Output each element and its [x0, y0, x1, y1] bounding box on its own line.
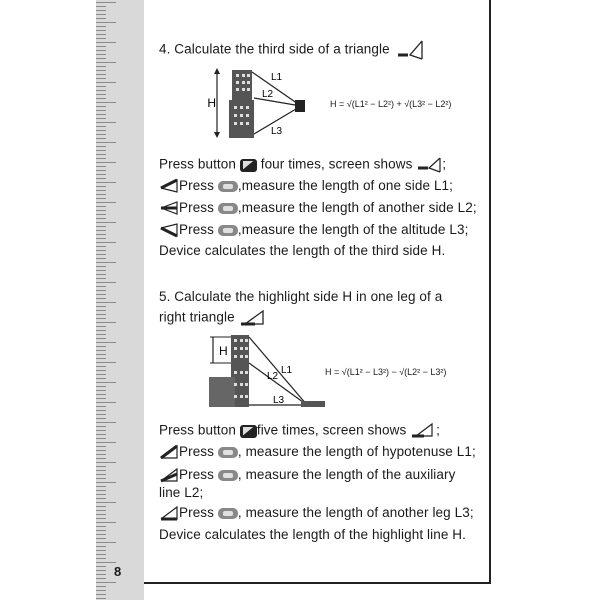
measuring-device	[301, 401, 325, 407]
ruler-tick	[96, 590, 106, 591]
ruler-tick	[96, 34, 106, 35]
ruler-tick	[96, 162, 116, 163]
s5-line5: Device calculates the length of the highlight line H.	[159, 527, 466, 542]
ruler	[96, 0, 144, 600]
ruler-tick	[96, 58, 106, 59]
ruler-tick	[96, 486, 106, 487]
ruler-tick	[96, 430, 106, 431]
ruler-tick	[96, 294, 106, 295]
s4-line3	[159, 200, 477, 216]
ruler-tick	[96, 598, 106, 599]
section4-heading-text: 4. Calculate the third side of a triangle	[159, 41, 390, 57]
s5-line2	[159, 444, 476, 460]
ruler-tick	[96, 198, 106, 199]
ruler-tick	[96, 286, 106, 287]
ruler-tick	[96, 558, 106, 559]
ruler-tick	[96, 582, 116, 583]
s5-line3-post: , measure the length of the auxiliary	[237, 467, 456, 482]
diagram4-l2-label: L2	[262, 89, 274, 100]
s4-line4	[159, 222, 468, 238]
ruler-tick	[96, 186, 106, 187]
ruler-tick	[96, 378, 106, 379]
ruler-tick	[96, 182, 116, 183]
ruler-tick	[96, 538, 106, 539]
ruler-tick	[96, 370, 106, 371]
ruler-tick	[96, 2, 116, 3]
ruler-tick	[96, 90, 106, 91]
ruler-tick	[96, 478, 106, 479]
ruler-tick	[96, 122, 116, 123]
ruler-tick	[96, 422, 116, 423]
s4-line2-pre: Press	[179, 178, 215, 193]
ruler-tick	[96, 518, 106, 519]
ruler-tick	[96, 142, 116, 143]
ruler-tick	[96, 346, 106, 347]
ruler-tick	[96, 498, 106, 499]
ruler-tick	[96, 94, 106, 95]
ruler-tick	[96, 6, 106, 7]
ruler-tick	[96, 14, 106, 15]
ruler-tick	[96, 434, 106, 435]
page-number: 8	[114, 564, 122, 579]
ruler-tick	[96, 382, 116, 383]
ruler-tick	[96, 446, 106, 447]
s4-line1-post: four times, screen shows	[260, 156, 413, 172]
ruler-tick	[96, 150, 106, 151]
ruler-tick	[96, 342, 116, 343]
s4-line3-post: ,measure the length of another side L2;	[237, 200, 477, 215]
measure-button-icon	[218, 181, 238, 192]
s4-line4-post: ,measure the length of the altitude L3;	[237, 222, 469, 237]
ruler-tick	[96, 298, 106, 299]
s5-line2-post: , measure the length of hypotenuse L1;	[237, 444, 476, 459]
s4-line1-pre: Press button	[159, 156, 236, 172]
ruler-tick	[96, 238, 106, 239]
ruler-tick	[96, 450, 106, 451]
ruler-tick	[96, 118, 106, 119]
ruler-tick	[96, 494, 106, 495]
diagram5-l3-label: L3	[273, 395, 285, 406]
ruler-tick	[96, 454, 106, 455]
section5-heading-line1: 5. Calculate the highlight side H in one leg of a	[159, 289, 443, 304]
ruler-tick	[96, 130, 106, 131]
building-lower	[229, 100, 254, 138]
ruler-tick	[96, 202, 116, 203]
right-triangle-mode-icon	[239, 308, 267, 328]
ruler-tick	[96, 106, 106, 107]
s5-line3-pre: Press	[179, 467, 215, 482]
ruler-tick	[96, 134, 106, 135]
ruler-tick	[96, 154, 106, 155]
ruler-tick	[96, 114, 106, 115]
s5-line1-pre: Press button	[159, 422, 236, 438]
measure-button-icon	[218, 508, 238, 519]
s4-line2	[159, 178, 453, 194]
ruler-tick	[96, 546, 106, 547]
ruler-tick	[96, 74, 106, 75]
ruler-tick	[96, 226, 106, 227]
ruler-tick	[96, 218, 106, 219]
ruler-tick	[96, 222, 116, 223]
section4-formula: H = √(L1² − L2²) + √(L3² − L2²)	[330, 99, 452, 109]
section5-heading-line2-text: right triangle	[159, 309, 235, 325]
ruler-tick	[96, 234, 106, 235]
ruler-tick	[96, 574, 106, 575]
s4-line1-end: ;	[442, 156, 447, 172]
ruler-tick	[96, 62, 116, 63]
ruler-tick	[96, 258, 106, 259]
ruler-tick	[96, 426, 106, 427]
diagram5-l1-label: L1	[281, 365, 293, 376]
ruler-tick	[96, 126, 106, 127]
ruler-tick	[96, 46, 106, 47]
ruler-tick	[96, 266, 106, 267]
ruler-tick	[96, 490, 106, 491]
ruler-tick	[96, 102, 116, 103]
section5-diagram	[205, 333, 330, 413]
ruler-tick	[96, 242, 116, 243]
s4-line2-post: ,measure the length of one side L1;	[237, 178, 454, 193]
ruler-tick	[96, 402, 116, 403]
ruler-tick	[96, 330, 106, 331]
ruler-tick	[96, 506, 106, 507]
ruler-tick	[96, 470, 106, 471]
ruler-tick	[96, 210, 106, 211]
ruler-tick	[96, 374, 106, 375]
ruler-tick	[96, 158, 106, 159]
ruler-tick	[96, 318, 106, 319]
ruler-tick	[96, 466, 106, 467]
ruler-tick	[96, 290, 106, 291]
s5-line1	[159, 422, 440, 440]
ruler-tick	[96, 502, 116, 503]
ruler-tick	[96, 586, 106, 587]
ruler-tick	[96, 166, 106, 167]
ruler-tick	[96, 42, 116, 43]
ruler-tick	[96, 310, 106, 311]
ruler-tick	[96, 66, 106, 67]
ruler-tick	[96, 78, 106, 79]
ruler-tick	[96, 70, 106, 71]
ruler-tick	[96, 86, 106, 87]
right-triangle-l2-icon	[159, 467, 179, 483]
ruler-tick	[96, 146, 106, 147]
ruler-tick	[96, 26, 106, 27]
ruler-tick	[96, 410, 106, 411]
triangle-mode-icon	[394, 39, 424, 61]
ruler-tick	[96, 282, 116, 283]
measure-button-icon	[218, 470, 238, 481]
ruler-tick	[96, 530, 106, 531]
s5-line1-end: ;	[436, 422, 441, 438]
s5-line4-post: , measure the length of another leg L3;	[237, 505, 474, 520]
triangle-side-l3-icon	[159, 222, 179, 238]
triangle-mode-icon	[416, 156, 442, 174]
ruler-tick	[96, 594, 106, 595]
ruler-tick	[96, 50, 106, 51]
ruler-tick	[96, 302, 116, 303]
ruler-tick	[96, 270, 106, 271]
diagram4-l3-label: L3	[271, 126, 283, 137]
section4-diagram	[205, 64, 315, 144]
s5-line4-pre: Press	[179, 505, 215, 520]
building-low	[209, 377, 235, 407]
s5-line2-pre: Press	[179, 444, 215, 459]
triangle-side-l1-icon	[159, 178, 179, 194]
ruler-tick	[96, 246, 106, 247]
diagram4-l1-label: L1	[271, 72, 283, 83]
ruler-tick	[96, 206, 106, 207]
ruler-tick	[96, 18, 106, 19]
ruler-tick	[96, 394, 106, 395]
ruler-tick	[96, 38, 106, 39]
measure-button-icon	[218, 225, 238, 236]
s5-line4	[159, 505, 474, 521]
ruler-tick	[96, 22, 116, 23]
ruler-tick	[96, 350, 106, 351]
ruler-tick	[96, 170, 106, 171]
right-triangle-mode-icon	[410, 422, 436, 440]
ruler-tick	[96, 406, 106, 407]
ruler-tick	[96, 514, 106, 515]
diagram5-h-label: H	[219, 344, 228, 358]
diagram4-h-label: H	[207, 96, 216, 110]
ruler-tick	[96, 414, 106, 415]
section5-heading-line2	[159, 308, 267, 328]
ruler-tick	[96, 482, 116, 483]
ruler-tick	[96, 30, 106, 31]
right-triangle-l1-icon	[159, 444, 179, 460]
s5-line3b: line L2;	[159, 485, 204, 500]
ruler-tick	[96, 366, 106, 367]
ruler-tick	[96, 390, 106, 391]
right-triangle-l3-icon	[159, 505, 179, 521]
measure-button-icon	[218, 447, 238, 458]
ruler-tick	[96, 98, 106, 99]
ruler-tick	[96, 442, 116, 443]
ruler-tick	[96, 194, 106, 195]
s4-line4-pre: Press	[179, 222, 215, 237]
ruler-tick	[96, 110, 106, 111]
ruler-tick	[96, 254, 106, 255]
diagram5-l2-label: L2	[267, 371, 279, 382]
section5-formula: H = √(L1² − L3²) − √(L2² − L3²)	[325, 367, 447, 377]
mode-button-icon	[240, 159, 257, 172]
ruler-tick	[96, 338, 106, 339]
ruler-tick	[96, 386, 106, 387]
ruler-tick	[96, 262, 116, 263]
ruler-tick	[96, 214, 106, 215]
ruler-tick	[96, 570, 106, 571]
ruler-tick	[96, 562, 116, 563]
ruler-tick	[96, 542, 116, 543]
ruler-tick	[96, 474, 106, 475]
s4-line1	[159, 156, 446, 174]
measure-button-icon	[218, 203, 238, 214]
ruler-tick	[96, 138, 106, 139]
ruler-tick	[96, 174, 106, 175]
ruler-tick	[96, 438, 106, 439]
ruler-tick	[96, 526, 106, 527]
ruler-tick	[96, 510, 106, 511]
ruler-tick	[96, 362, 116, 363]
ruler-tick	[96, 190, 106, 191]
ruler-tick	[96, 82, 116, 83]
ruler-tick	[96, 554, 106, 555]
s5-line3	[159, 467, 455, 483]
triangle-side-l2-icon	[159, 200, 179, 216]
ruler-tick	[96, 522, 116, 523]
ruler-tick	[96, 334, 106, 335]
ruler-tick	[96, 458, 106, 459]
section4-heading	[159, 39, 424, 61]
s5-line1-post: five times, screen shows	[256, 422, 407, 438]
ruler-tick	[96, 178, 106, 179]
ruler-tick	[96, 250, 106, 251]
ruler-tick	[96, 10, 106, 11]
ruler-tick	[96, 550, 106, 551]
s4-line3-pre: Press	[179, 200, 215, 215]
ruler-tick	[96, 326, 106, 327]
ruler-tick	[96, 314, 106, 315]
ruler-tick	[96, 278, 106, 279]
ruler-tick	[96, 322, 116, 323]
mode-button-icon	[240, 425, 257, 438]
ruler-tick	[96, 274, 106, 275]
ruler-tick	[96, 566, 106, 567]
ruler-tick	[96, 578, 106, 579]
ruler-tick	[96, 230, 106, 231]
ruler-tick	[96, 398, 106, 399]
ruler-tick	[96, 462, 116, 463]
ruler-tick	[96, 534, 106, 535]
measuring-device	[295, 100, 305, 112]
s4-line5: Device calculates the length of the third side H.	[159, 243, 446, 258]
ruler-tick	[96, 354, 106, 355]
ruler-tick	[96, 358, 106, 359]
ruler-tick	[96, 418, 106, 419]
ruler-tick	[96, 54, 106, 55]
ruler-tick	[96, 306, 106, 307]
